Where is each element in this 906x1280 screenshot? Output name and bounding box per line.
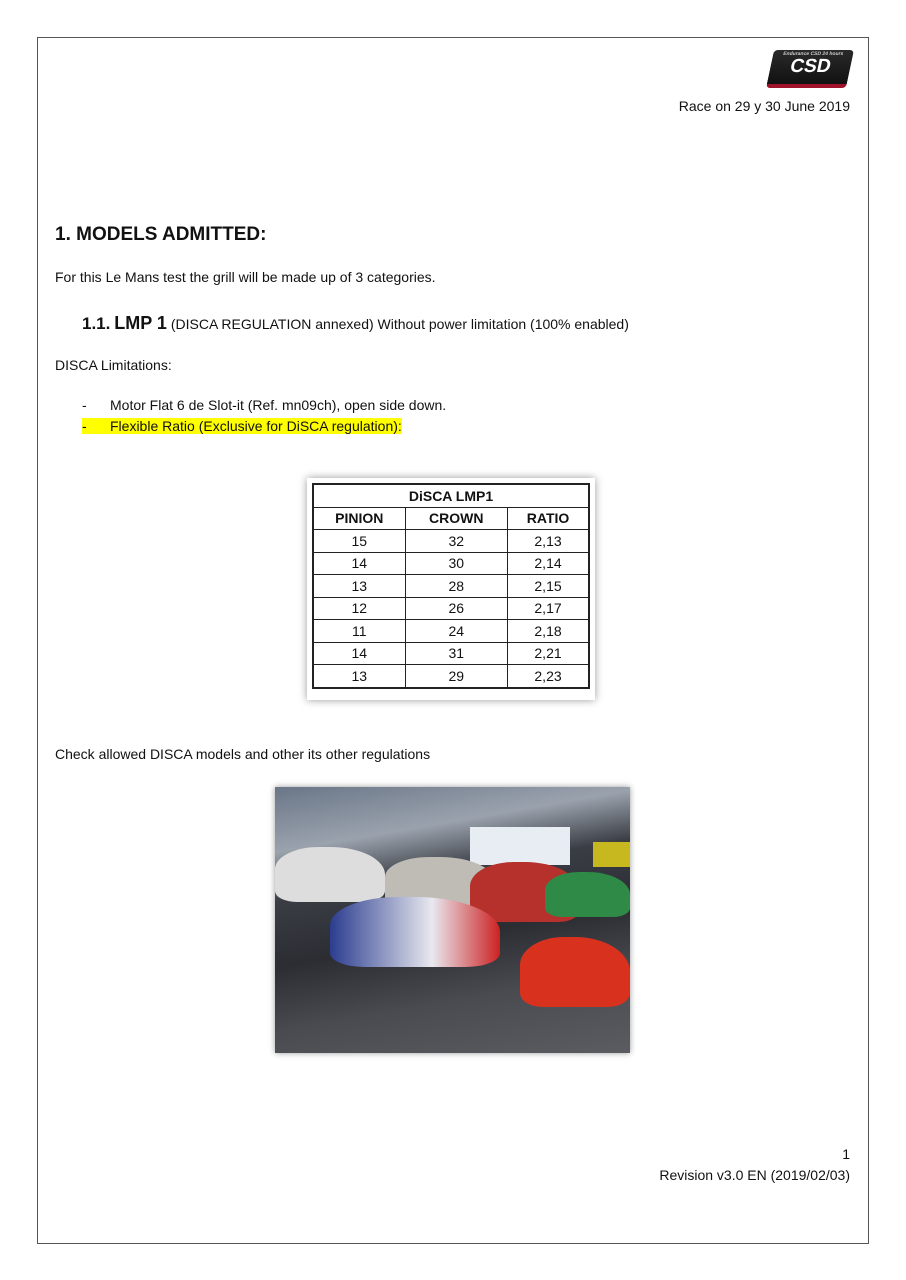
table-row <box>313 665 589 688</box>
subsection-heading <box>82 313 629 334</box>
subsection-name: LMP 1 <box>114 313 167 333</box>
page-number: 1 <box>842 1146 850 1162</box>
car <box>275 847 385 902</box>
table-row <box>313 642 589 665</box>
logo-text: CSD <box>788 56 833 77</box>
banner <box>470 827 570 865</box>
bullet-text: Flexible Ratio (Exclusive for DiSCA regulation): <box>110 418 402 434</box>
table-cell: 2,13 <box>508 530 589 553</box>
table-cell: 11 <box>313 620 405 643</box>
table-cell: 2,17 <box>508 597 589 620</box>
section-title: 1. MODELS ADMITTED: <box>55 224 267 245</box>
table-cell: 2,23 <box>508 665 589 688</box>
table-cell: 2,14 <box>508 552 589 575</box>
check-text: Check allowed DISCA models and other its other regulations <box>55 746 431 762</box>
barrier <box>593 842 630 867</box>
table-cell: 28 <box>405 575 508 598</box>
table-cell: 14 <box>313 642 405 665</box>
table-cell: 13 <box>313 665 405 688</box>
table-cell: 26 <box>405 597 508 620</box>
ratio-table <box>312 483 590 689</box>
table-cell: 32 <box>405 530 508 553</box>
table-cell: 2,18 <box>508 620 589 643</box>
table-row <box>313 552 589 575</box>
table-cell: 24 <box>405 620 508 643</box>
table-cell: 30 <box>405 552 508 575</box>
table-cell: 12 <box>313 597 405 620</box>
table-cell: 14 <box>313 552 405 575</box>
table-cell: 2,15 <box>508 575 589 598</box>
header-ratio: RATIO <box>508 507 589 530</box>
table-cell: 31 <box>405 642 508 665</box>
ratio-table-image <box>307 478 595 700</box>
table-row <box>313 620 589 643</box>
table-title: DiSCA LMP1 <box>313 484 589 507</box>
header-pinion: PINION <box>313 507 405 530</box>
header-crown: CROWN <box>405 507 508 530</box>
revision: Revision v3.0 EN (2019/02/03) <box>659 1167 850 1183</box>
car <box>330 897 500 967</box>
subsection-desc: (DISCA REGULATION annexed) Without power limitation (100% enabled) <box>166 316 629 332</box>
subsection-number: 1.1. <box>82 314 111 333</box>
car <box>545 872 630 917</box>
intro-text: For this Le Mans test the grill will be made up of 3 categories. <box>55 269 436 285</box>
table-cell: 13 <box>313 575 405 598</box>
slot-cars-photo <box>275 787 630 1053</box>
bullet-item-highlighted: - Flexible Ratio (Exclusive for DiSCA regulation): <box>82 418 402 434</box>
table-cell: 2,21 <box>508 642 589 665</box>
car <box>520 937 630 1007</box>
csd-logo <box>766 50 854 88</box>
table-cell: 29 <box>405 665 508 688</box>
limitations-label: DISCA Limitations: <box>55 357 172 373</box>
race-date: Race on 29 y 30 June 2019 <box>678 98 850 114</box>
logo-subtext: Endurance CSD 24 hours <box>782 51 844 57</box>
bullet-text: Motor Flat 6 de Slot-it (Ref. mn09ch), open side down. <box>110 397 447 413</box>
table-row <box>313 597 589 620</box>
table-row <box>313 575 589 598</box>
bullet-item: - Motor Flat 6 de Slot-it (Ref. mn09ch), open side down. <box>82 397 447 413</box>
table-cell: 15 <box>313 530 405 553</box>
table-row <box>313 530 589 553</box>
